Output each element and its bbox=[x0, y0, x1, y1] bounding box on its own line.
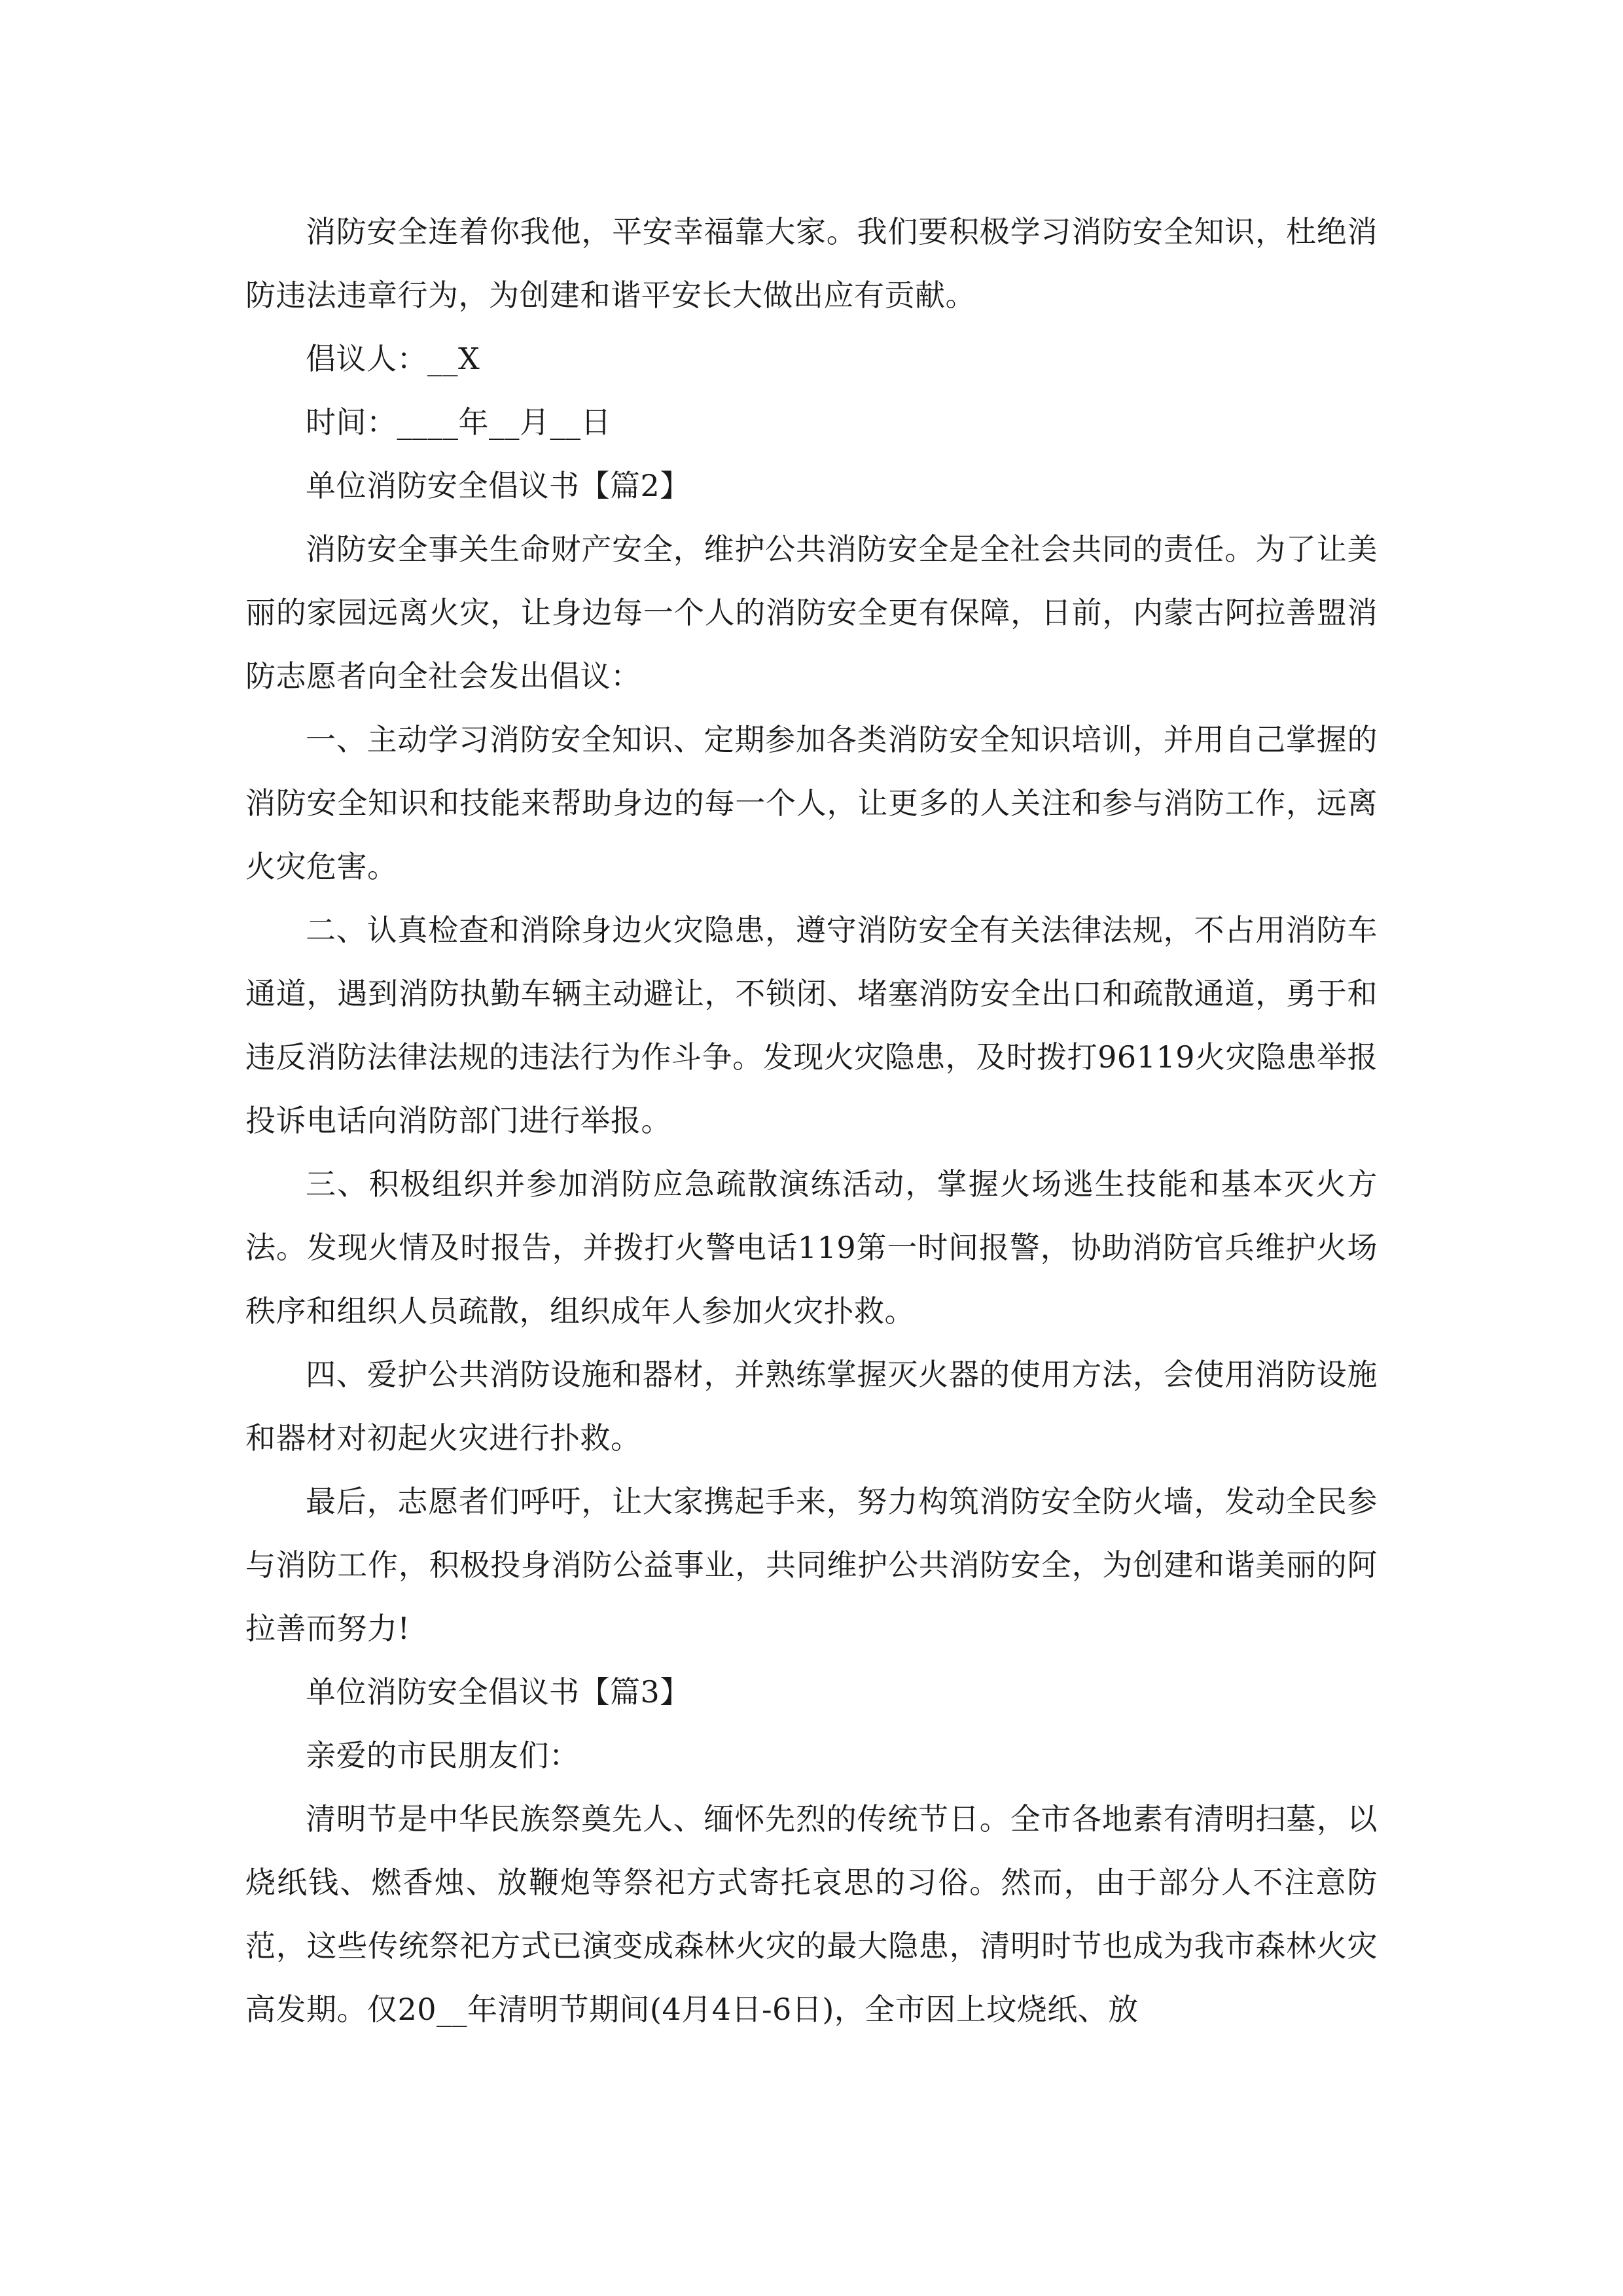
date-line: 时间：____年__月__日 bbox=[306, 404, 611, 440]
paragraph-section2-intro: 消防安全事关生命财产安全，维护公共消防安全是全社会共同的责任。为了让美丽的家园远离火灾，让身边每一个人的消防安全更有保障，日前，内蒙古阿拉善盟消防志愿者向全社会发出倡议： bbox=[245, 531, 1378, 694]
list-item-2: 二、认真检查和消除身边火灾隐患，遵守消防安全有关法律法规，不占用消防车通道，遇到消防执勤车辆主动避让，不锁闭、堵塞消防安全出口和疏散通道，勇于和违反消防法律法规的违法行为作斗争。发现火灾隐患，及时拨打96119火灾隐患举报投诉电话向消防部门进行举报。 bbox=[245, 912, 1378, 1138]
paragraph-section3-body: 清明节是中华民族祭奠先人、缅怀先烈的传统节日。全市各地素有清明扫墓，以烧纸钱、燃香烛、放鞭炮等祭祀方式寄托哀思的习俗。然而，由于部分人不注意防范，这些传统祭祀方式已演变成森林火灾的最大隐患，清明时节也成为我市森林火灾高发期。仅20__年清明节期间(4月4日-6日)，全市因上坟烧纸、放 bbox=[245, 1801, 1378, 2027]
list-item-1: 一、主动学习消防安全知识、定期参加各类消防安全知识培训，并用自己掌握的消防安全知识和技能来帮助身边的每一个人，让更多的人关注和参与消防工作，远离火灾危害。 bbox=[245, 722, 1378, 884]
paragraph-closing: 最后，志愿者们呼吁，让大家携起手来，努力构筑消防安全防火墙，发动全民参与消防工作，积极投身消防公益事业，共同维护公共消防安全，为创建和谐美丽的阿拉善而努力! bbox=[245, 1484, 1378, 1646]
initiator-line: 倡议人：__X bbox=[306, 341, 480, 376]
salutation: 亲爱的市民朋友们： bbox=[306, 1738, 580, 1773]
section-heading-2: 单位消防安全倡议书【篇2】 bbox=[306, 468, 690, 503]
section-heading-3: 单位消防安全倡议书【篇3】 bbox=[306, 1674, 690, 1710]
paragraph-intro: 消防安全连着你我他，平安幸福靠大家。我们要积极学习消防安全知识，杜绝消防违法违章行为，为创建和谐平安长大做出应有贡献。 bbox=[245, 214, 1378, 313]
list-item-4: 四、爱护公共消防设施和器材，并熟练掌握灭火器的使用方法，会使用消防设施和器材对初起火灾进行扑救。 bbox=[245, 1357, 1378, 1456]
list-item-3: 三、积极组织并参加消防应急疏散演练活动，掌握火场逃生技能和基本灭火方法。发现火情及时报告，并拨打火警电话119第一时间报警，协助消防官兵维护火场秩序和组织人员疏散，组织成年人参加火灾扑救。 bbox=[245, 1166, 1378, 1329]
document-body bbox=[245, 200, 1378, 2041]
